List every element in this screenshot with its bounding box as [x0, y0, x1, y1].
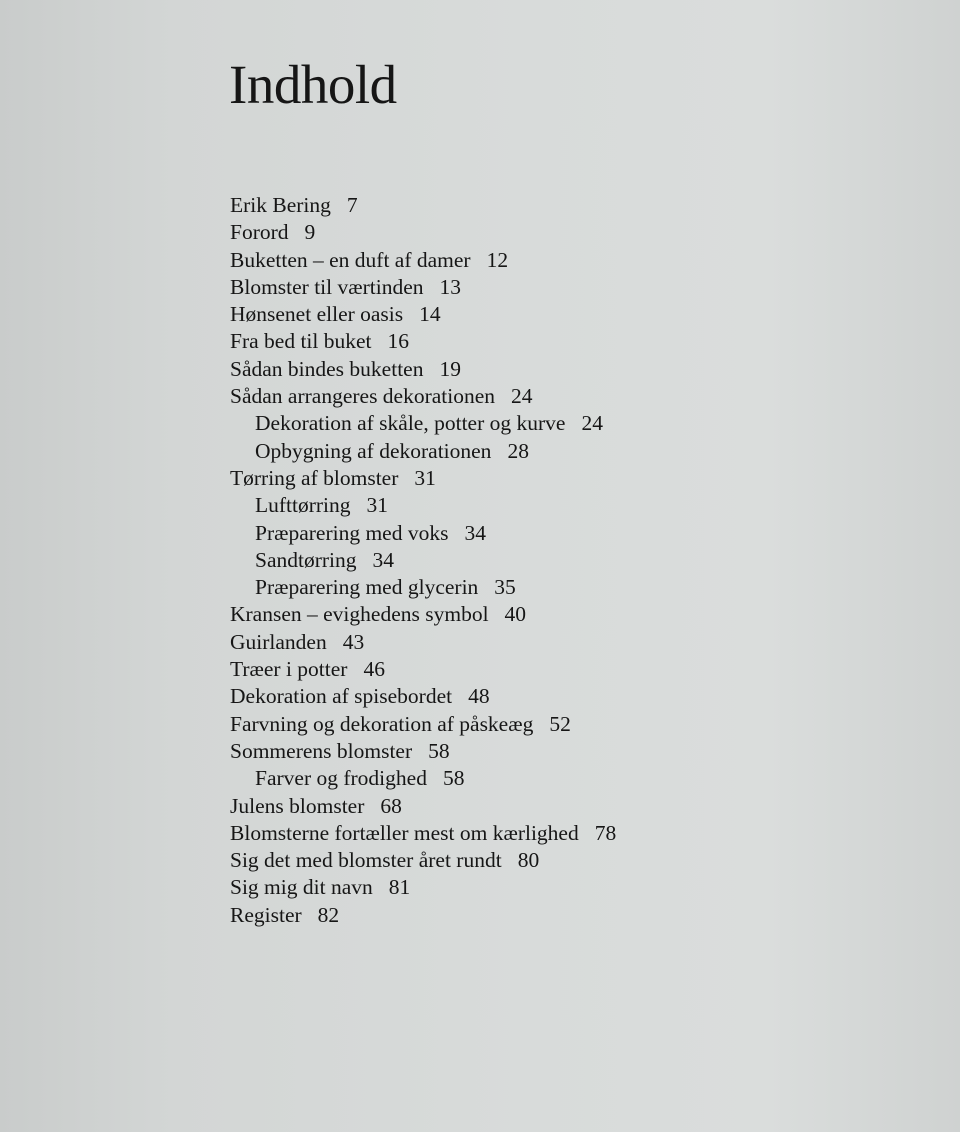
toc-entry-title: Sådan bindes buketten [230, 356, 424, 381]
toc-page-number: 19 [439, 356, 461, 381]
toc-entry-title: Opbygning af dekorationen [255, 438, 492, 463]
toc-entry [230, 219, 616, 246]
toc-page-number: 58 [442, 766, 465, 791]
toc-page-number: 58 [428, 738, 450, 763]
toc-entry [230, 874, 616, 901]
toc-page-number: 68 [380, 793, 402, 818]
toc-entry-title: Guirlanden [230, 629, 327, 654]
toc-entry [230, 356, 616, 383]
toc-page-number: 52 [549, 711, 571, 736]
toc-entry-title: Tørring af blomster [230, 465, 399, 490]
toc-page-number: 31 [366, 493, 389, 518]
toc-entry [230, 629, 616, 656]
toc-page-number: 34 [372, 547, 395, 572]
toc-entry-title: Blomsterne fortæller mest om kærlighed [230, 820, 579, 845]
toc-page-number: 81 [388, 875, 411, 900]
toc-entry [230, 820, 616, 847]
toc-entry [230, 301, 616, 328]
toc-page-number: 7 [346, 193, 358, 217]
page-title: Indhold [229, 54, 397, 115]
toc-page-number: 35 [494, 575, 516, 600]
toc-page-number: 9 [304, 220, 316, 245]
toc-entry-title: Blomster til værtinden [230, 274, 424, 299]
toc-page-number: 24 [511, 384, 533, 409]
toc-entry [230, 847, 616, 874]
toc-entry [230, 383, 616, 410]
toc-entry-title: Register [230, 902, 302, 927]
toc-page-number: 78 [594, 820, 617, 845]
toc-entry [230, 274, 616, 301]
toc-page-number: 34 [464, 520, 486, 545]
toc-subentry [230, 547, 616, 574]
toc-entry-title: Farver og frodighed [255, 766, 427, 791]
toc-page-number: 28 [507, 438, 529, 463]
toc-page-number: 31 [414, 465, 436, 490]
toc-entry-title: Farvning og dekoration af påskeæg [230, 711, 534, 736]
toc-entry [230, 738, 616, 765]
toc-entry [230, 247, 616, 274]
toc-entry-title: Julens blomster [230, 793, 365, 818]
toc-entry [230, 465, 616, 492]
toc-entry-title: Præparering med voks [255, 520, 449, 545]
toc-entry-title: Buketten – en duft af damer [230, 247, 471, 272]
toc-subentry [230, 765, 616, 792]
toc-entry-title: Erik Bering [230, 193, 331, 217]
toc-entry-title: Sig det med blomster året rundt [230, 848, 502, 873]
toc-entry-title: Fra bed til buket [230, 329, 372, 354]
toc-entry [230, 192, 616, 219]
toc-page-number: 80 [517, 848, 540, 873]
toc-subentry [230, 574, 616, 601]
toc-entry-title: Sandtørring [255, 547, 357, 572]
toc-entry-title: Sommerens blomster [230, 738, 413, 763]
toc-page-number: 13 [439, 274, 461, 299]
toc-entry [230, 902, 616, 929]
toc-entry [230, 711, 616, 738]
toc-entry [230, 683, 616, 710]
toc-page-number: 12 [486, 247, 509, 272]
toc-entry-title: Kransen – evighedens symbol [230, 602, 489, 627]
toc-page-number: 48 [468, 684, 490, 709]
toc-page-number: 16 [387, 329, 410, 354]
toc-entry-title: Forord [230, 220, 289, 245]
toc-subentry [230, 520, 616, 547]
toc-entry-title: Sig mig dit navn [230, 875, 373, 900]
toc-entry-title: Præparering med glycerin [255, 575, 479, 600]
toc-entry-title: Hønsenet eller oasis [230, 302, 404, 327]
toc-entry-title: Lufttørring [255, 493, 351, 518]
toc-entry [230, 793, 616, 820]
toc-page-number: 43 [342, 629, 365, 654]
toc-page-number: 82 [317, 902, 340, 927]
toc-entry-title: Dekoration af spisebordet [230, 684, 453, 709]
toc-entry [230, 656, 616, 683]
toc-subentry [230, 410, 616, 437]
toc-entry-title: Træer i potter [230, 657, 348, 682]
toc-entry-title: Sådan arrangeres dekorationen [230, 384, 496, 409]
toc-subentry [230, 438, 616, 465]
toc-subentry [230, 492, 616, 519]
toc-page-number: 14 [419, 302, 441, 327]
toc-entry-title: Dekoration af skåle, potter og kurve [255, 411, 566, 436]
toc-page-number: 46 [363, 657, 385, 682]
table-of-contents [230, 192, 616, 929]
toc-entry [230, 601, 616, 628]
toc-page-number: 40 [504, 602, 527, 627]
toc-entry [230, 328, 616, 355]
toc-page-number: 24 [581, 411, 603, 436]
